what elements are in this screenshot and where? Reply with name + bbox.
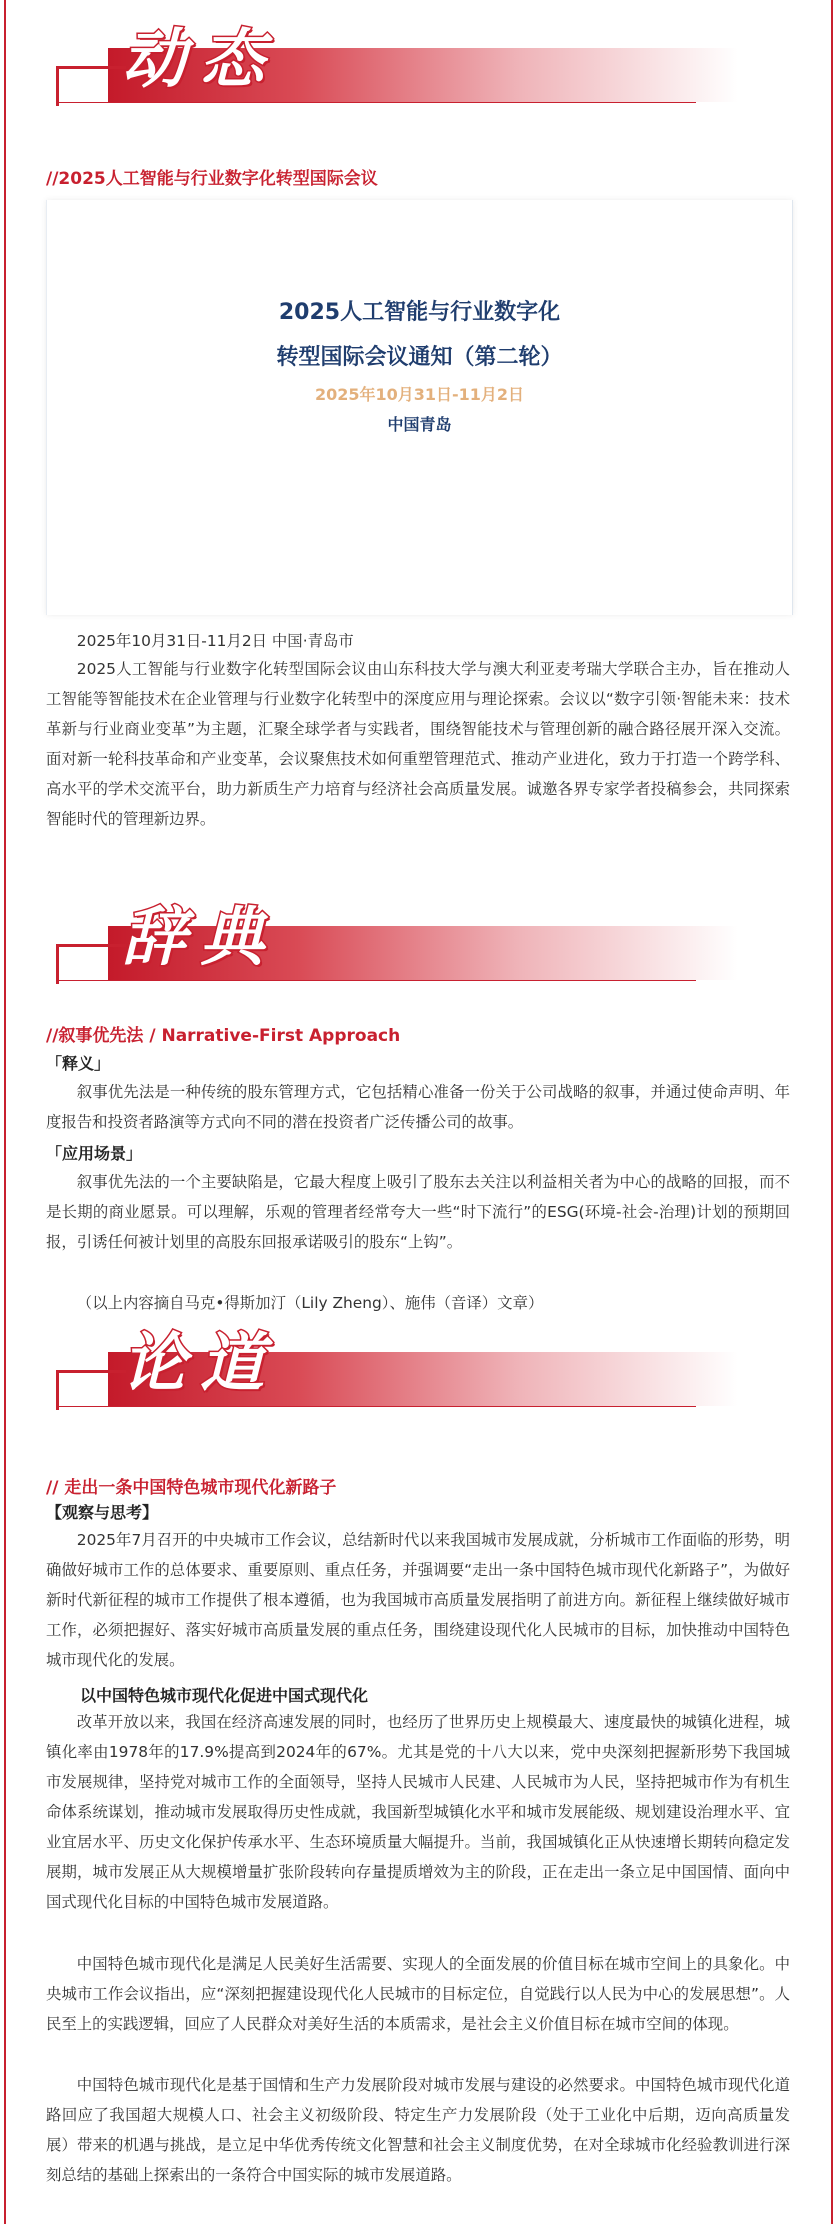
city-paragraph-3: 中国特色城市现代化是满足人民美好生活需要、实现人的全面发展的价值目标在城市空间上的具象化。中央城市工作会议指出，应“深刻把握建设现代化人民城市的目标定位，自觉践行以人民为中心的发展思想”。人民至上的实践逻辑，回应了人民群众对美好生活的本质需求，是社会主义价值目标在城市空间的体现。: [46, 1955, 790, 2033]
section-heading-conference: //2025人工智能与行业数字化转型国际会议: [46, 169, 378, 189]
banner-dongtai: [56, 22, 776, 106]
poster-date: 2025年10月31日-11月2日: [314, 385, 525, 404]
city-paragraph-1: 2025年7月召开的中央城市工作会议，总结新时代以来我国城市发展成就，分析城市工作面临的形势，明确做好城市工作的总体要求、重要原则、重点任务，并强调要“走出一条中国特色城市现代化新路子”，为做好新时代新征程的城市工作提供了根本遵循，也为我国城市高质量发展指明了前进方向。新征程上继续做好城市工作，必须把握好、落实好城市高质量发展的重点任务，围绕建设现代化人民城市的目标，加快推动中国特色城市现代化的发展。: [46, 1531, 790, 1669]
section-heading-city: // 走出一条中国特色城市现代化新路子: [46, 1478, 337, 1498]
banner-bracket: [56, 1370, 126, 1410]
banner-title: 动态: [122, 22, 278, 97]
conference-body: 2025人工智能与行业数字化转型国际会议由山东科技大学与澳大利亚麦考瑞大学联合主办，旨在推动人工智能等智能技术在企业管理与行业数字化转型中的深度应用与理论探索。会议以“数字引领·智能未来：技术革新与行业商业变革”为主题，汇聚全球学者与实践者，围绕智能技术与管理创新的融合路径展开深入交流。面对新一轮科技革命和产业变革，会议聚焦技术如何重塑管理范式、推动产业进化，致力于打造一个跨学科、高水平的学术交流平台，助力新质生产力培育与经济社会高质量发展。诚邀各界专家学者投稿参会，共同探索智能时代的管理新边界。: [46, 660, 790, 828]
banner-underline: [56, 102, 696, 103]
banner-bracket: [56, 944, 126, 984]
section-heading-narrative: //叙事优先法 / Narrative-First Approach: [46, 1026, 401, 1046]
banner-title: 论道: [122, 1326, 278, 1401]
city-paragraph-4: 中国特色城市现代化是基于国情和生产力发展阶段对城市发展与建设的必然要求。中国特色城市现代化道路回应了我国超大规模人口、社会主义初级阶段、特定生产力发展阶段（处于工业化中后期，迈向高质量发展）带来的机遇与挑战，是立足中华优秀传统文化智慧和社会主义制度优势，在对全球城市化经验教训进行深刻总结的基础上探索出的一条符合中国实际的城市发展道路。: [46, 2076, 790, 2184]
banner-cidian: [56, 900, 776, 984]
poster-title-line2: 转型国际会议通知（第二轮）: [276, 345, 563, 370]
label-observe: 【观察与思考】: [46, 1503, 159, 1522]
banner-title: 辞典: [122, 900, 278, 975]
banner-bracket: [56, 66, 126, 106]
banner-underline: [56, 980, 696, 981]
definition-text: 叙事优先法是一种传统的股东管理方式，它包括精心准备一份关于公司战略的叙事，并通过使命声明、年度报告和投资者路演等方式向不同的潜在投资者广泛传播公司的故事。: [46, 1083, 790, 1131]
conference-dateline: 2025年10月31日-11月2日 中国·青岛市: [76, 632, 354, 650]
city-subtitle: 以中国特色城市现代化促进中国式现代化: [80, 1686, 369, 1705]
banner-lundao: [56, 1326, 776, 1410]
city-paragraph-2: 改革开放以来，我国在经济高速发展的同时，也经历了世界历史上规模最大、速度最快的城镇化进程，城镇化率由1978年的17.9%提高到2024年的67%。尤其是党的十八大以来，党中央深刻把握新形势下我国城市发展规律，坚持党对城市工作的全面领导，坚持人民城市人民建、人民城市为人民，坚持把城市作为有机生命体系统谋划，推动城市发展取得历史性成就，我国新型城镇化水平和城市发展能级、规划建设治理水平、宜业宜居水平、历史文化保护传承水平、生态环境质量大幅提升。当前，我国城镇化正从快速增长期转向稳定发展期，城市发展正从大规模增量扩张阶段转向存量提质增效为主的阶段，正在走出一条立足中国国情、面向中国式现代化目标的中国特色城市发展道路。: [46, 1713, 790, 1911]
label-scenario: 「应用场景」: [46, 1144, 143, 1163]
poster-location: 中国青岛: [387, 415, 452, 434]
label-definition: 「释义」: [46, 1054, 111, 1073]
banner-underline: [56, 1406, 696, 1407]
source-note: （以上内容摘自马克•得斯加汀（Lily Zheng）、施伟（音译）文章）: [76, 1294, 544, 1312]
poster-title-line1: 2025人工智能与行业数字化: [278, 300, 561, 325]
conference-poster-card: [46, 200, 793, 615]
scenario-text: 叙事优先法的一个主要缺陷是，它最大程度上吸引了股东去关注以利益相关者为中心的战略的回报，而不是长期的商业愿景。可以理解，乐观的管理者经常夸大一些“时下流行”的ESG(环境-社会-治理)计划的预期回报，引诱任何被计划里的高股东回报承诺吸引的股东“上钩”。: [46, 1173, 790, 1251]
